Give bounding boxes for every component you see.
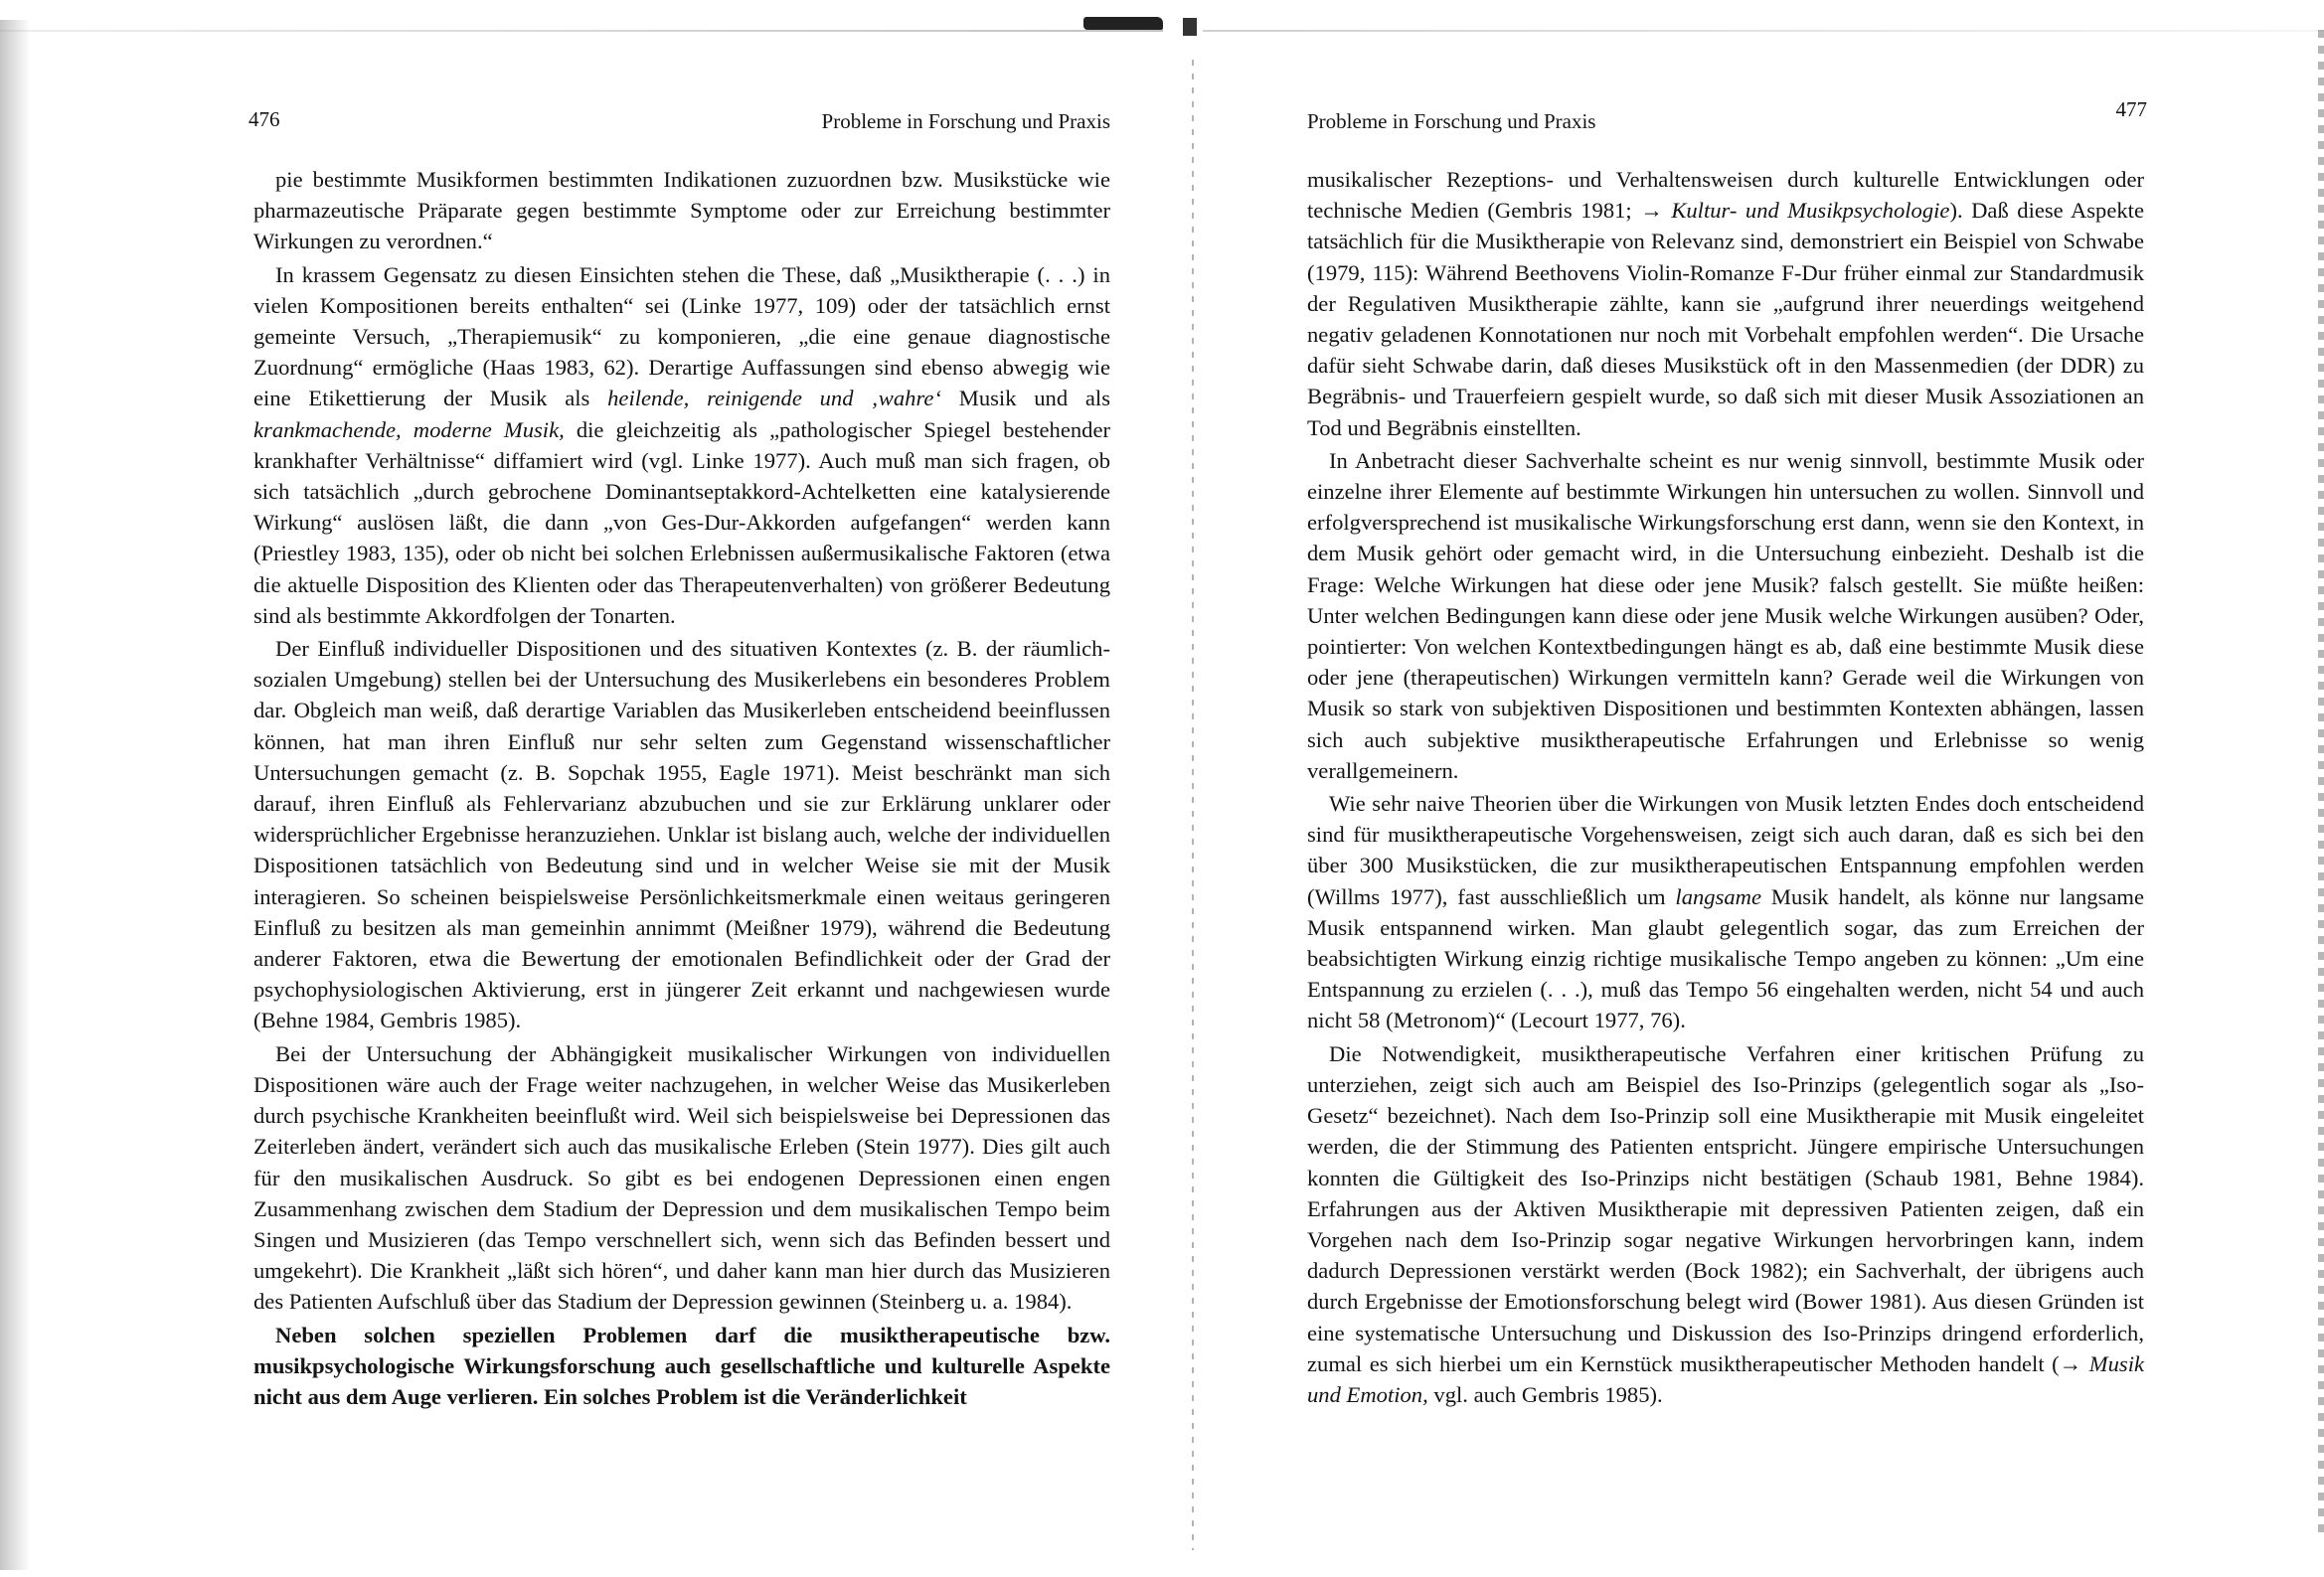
italic-text: langsame <box>1675 883 1762 909</box>
running-head <box>1307 97 2147 141</box>
book-gutter <box>1192 60 1194 1550</box>
page-body <box>253 164 1110 1412</box>
text-run: musikalischer Rezeptions- und Verhaltensweisen durch kulturelle Entwicklungen oder technische Medien (Gembris 1981; → <box>1307 167 2144 224</box>
scan-edge-right <box>2318 30 2324 1540</box>
paragraph <box>1307 164 2144 443</box>
text-run: vgl. auch Gembris 1985). <box>1427 1381 1663 1407</box>
paragraph <box>253 259 1110 631</box>
paragraph <box>253 1038 1110 1318</box>
text-run: die gleichzeitig als „pathologischer Spiegel bestehender krankhafter Verhältnisse“ diffamiert wird (vgl. Linke 1977). Auch muß man sich fragen, ob sich tatsächlich „durch gebrochene Dominantseptakkord-Achtelketten eine katalysierende Wirkung“ auslösen läßt, die dann „von Ges-Dur-Akkorden aufgefangen“ werden kann (Priestley 1983, 135), oder ob nicht bei solchen Erlebnissen außermusikalische Faktoren (etwa die aktuelle Disposition des Klienten oder das Therapeutenverhalten) von größerer Bedeutung sind als bestimmte Akkordfolgen der Tonarten. <box>253 416 1110 628</box>
running-head-title: Probleme in Forschung und Praxis <box>821 109 1110 133</box>
scan-artifact-small <box>1183 18 1197 36</box>
text-run: Bei der Untersuchung der Abhängigkeit musikalischer Wirkungen von individuellen Dispositionen wäre auch der Frage weiter nachzugehen, in welcher Weise das Musikerleben durch psychische Krankheiten beeinflußt wird. Weil sich beispielsweise bei Depressionen das Zeiterleben ändert, verändert sich auch das musikalische Erleben (Stein 1977). Dies gilt auch für den musikalischen Ausdruck. So gibt es bei endogenen Depressionen einen engen Zusammenhang zwischen dem Stadium der Depression und dem musikalischen Tempo beim Singen und Musizieren (das Tempo verschnellert sich, wenn sich das Befinden bessert und umgekehrt). Die Krankheit „läßt sich hören“, und daher kann man hier durch das Musizieren des Patienten Aufschluß über das Stadium der Depression gewinnen (Steinberg u. a. 1984). <box>253 1040 1110 1315</box>
paragraph <box>253 164 1110 257</box>
text-run: In krassem Gegensatz zu diesen Einsichten stehen die These, daß „Musiktherapie (. . .) in vielen Kompositionen bereits enthalten“ sei (Linke 1977, 109) oder der tatsächlich ernst gemeinte Versuch, „Therapiemusik“ zu komponieren, „die eine genaue diagnostische Zuordnung“ ermögliche (Haas 1983, 62). Derartige Auffassungen sind ebenso abwegig wie eine Etikettierung der Musik als <box>253 261 1110 411</box>
running-head-title: Probleme in Forschung und Praxis <box>1307 109 1596 133</box>
text-run: Neben solchen speziellen Problemen darf die musiktherapeutische bzw. musikpsychologische Wirkungsforschung auch gesellschaftliche und kulturelle Aspekte nicht aus dem Auge verlieren. Ein solches Problem ist die Veränderlichkeit <box>253 1322 1110 1409</box>
text-run: Der Einfluß individueller Dispositionen und des situativen Kontextes (z. B. der räumlich-sozialen Umgebung) stellen bei der Untersuchung des Musikerlebens ein besonderes Problem dar. Obgleich man weiß, daß derartige Variablen das Musikerleben entscheidend beeinflussen können, hat man ihren Einfluß nur sehr selten zum Gegenstand wissenschaftlicher Untersuchungen gemacht (z. B. Sopchak 1955, Eagle 1971). Meist beschränkt man sich darauf, ihren Einfluß als Fehlervarianz abzubuchen und sie zur Erklärung unklarer oder widersprüchlicher Ergebnisse heranzuziehen. Unklar ist bislang auch, welche der individuellen Dispositionen tatsächlich von Bedeutung sind und in welcher Weise sie mit der Musik interagieren. So scheinen beispielsweise Persönlichkeitsmerkmale einen weitaus geringeren Einfluß zu besitzen als man gemeinhin annimmt (Meißner 1979), während die Bedeutung anderer Faktoren, etwa die Bewertung der emotionalen Befindlichkeit oder der Grad der psychophysiologischen Aktivierung, erst in jüngerer Zeit erkannt und nachgewiesen wurde (Behne 1984, Gembris 1985). <box>253 636 1110 1033</box>
text-run: In Anbetracht dieser Sachverhalte scheint es nur wenig sinnvoll, bestimmte Musik oder einzelne ihrer Elemente auf bestimmte Wirkungen hin untersuchen zu wollen. Sinnvoll und erfolgversprechend ist musikalische Wirkungsforschung erst dann, wenn sie den Kontext, in dem Musik gehört oder gemacht wird, in die Untersuchung einbezieht. Deshalb ist die Frage: Welche Wirkungen hat diese oder jene Musik? falsch gestellt. Sie müßte heißen: Unter welchen Bedingungen kann diese oder jene Musik welche Wirkungen ausüben? Oder, pointierter: Von welchen Kontextbedingungen hängt es ab, daß eine bestimmte Musik diese oder jene (therapeutischen) Wirkungen vermitteln kann? Gerade weil die Wirkungen von Musik so stark von subjektiven Dispositionen und bestimmten Kontexten abhängen, lassen sich auch subjektive musiktherapeutische Erfahrungen und Erlebnisse so wenig verallgemeinern. <box>1307 447 2144 783</box>
running-head <box>249 107 1110 141</box>
italic-text: krankmachende, moderne Musik, <box>253 416 565 442</box>
italic-text: Kultur- und Musikpsychologie <box>1671 198 1950 224</box>
text-run: Musik handelt, als könne nur langsame Musik entspannend wirken. Man glaubt gelegentlich sogar, das zum Erreichen der beabsichtigten Wirkung einzig richtige musikalische Tempo angeben zu können: „Um eine Entspannung zu erzielen (. . .), muß das Tempo 56 eingehalten werden, nicht 54 und auch nicht 58 (Metronom)“ (Lecourt 1977, 76). <box>1307 883 2144 1033</box>
page-body <box>1307 164 2144 1410</box>
page-number: 477 <box>2115 97 2147 121</box>
scan-top-edge-right <box>1203 30 2324 32</box>
text-run: Die Notwendigkeit, musiktherapeutische Verfahren einer kritischen Prüfung zu unterziehen, zeigt sich auch am Beispiel des Iso-Prinzips (gelegentlich sogar als „Iso-Gesetz“ bezeichnet). Nach dem Iso-Prinzip soll eine Musiktherapie mit Musik eingeleitet werden, die der Stimmung des Patienten entspricht. Jüngere empirische Untersuchungen konnten die Gültigkeit des Iso-Prinzips nicht bestätigen (Schaub 1981, Behne 1984). Erfahrungen aus der Aktiven Musiktherapie mit depressiven Patienten zeigen, daß ein Vorgehen nach dem Iso-Prinzip sogar negative Wirkungen hervorbringen kann, indem dadurch Depressionen verstärkt werden (Bock 1982); ein Sachverhalt, der übrigens auch durch Ergebnisse der Emotionsforschung belegt wird (Bower 1981). Aus diesen Gründen ist eine systematische Untersuchung und Diskussion des Iso-Prinzips dringend erforderlich, zumal es sich hierbei um ein Kernstück musiktherapeutischer Methoden handelt (→ <box>1307 1040 2144 1376</box>
scan-artifact <box>1083 17 1163 30</box>
italic-text: Musik und Emotion, <box>1307 1350 2144 1407</box>
paragraph <box>1307 788 2144 1036</box>
scan-edge-shadow <box>0 20 30 1570</box>
text-run: ). Daß diese Aspekte tatsächlich für die Musiktherapie von Relevanz sind, demonstriert ein Beispiel von Schwabe (1979, 115): Während Beethovens Violin-Romanze F-Dur früher einmal zur Standardmusik der Regulativen Musiktherapie zählte, kann sie „aufgrund ihrer neuerdings weitgehend negativ geladenen Konnotationen nur noch mit Vorbehalt empfohlen werden“. Die Ursache dafür sieht Schwabe darin, daß dieses Musikstück oft in den Massenmedien (der DDR) zu Begräbnis- und Trauerfeiern gespielt wurde, so daß sich mit dieser Musik Assoziationen an Tod und Begräbnis einstellten. <box>1307 198 2144 440</box>
paragraph <box>253 1320 1110 1413</box>
page-number: 476 <box>249 107 280 131</box>
paragraph <box>1307 445 2144 786</box>
paragraph <box>1307 1038 2144 1410</box>
scan-top-edge <box>0 30 1163 32</box>
text-run: Wie sehr naive Theorien über die Wirkungen von Musik letzten Endes doch entscheidend sind für musiktherapeutische Vorgehensweisen, zeigt sich auch daran, daß es sich bei den über 300 Musikstücken, die zur musiktherapeutischen Entspannung empfohlen werden (Willms 1977), fast ausschließlich um <box>1307 791 2144 909</box>
text-run: Musik und als <box>940 386 1111 411</box>
paragraph <box>253 633 1110 1036</box>
italic-text: heilende, reinigende und ‚wahre‘ <box>607 386 941 411</box>
text-run: pie bestimmte Musikformen bestimmten Indikationen zuzuordnen bzw. Musikstücke wie pharmazeutische Präparate gegen bestimmte Symptome oder zur Erreichung bestimmter Wirkungen zu verordnen.“ <box>253 167 1110 254</box>
